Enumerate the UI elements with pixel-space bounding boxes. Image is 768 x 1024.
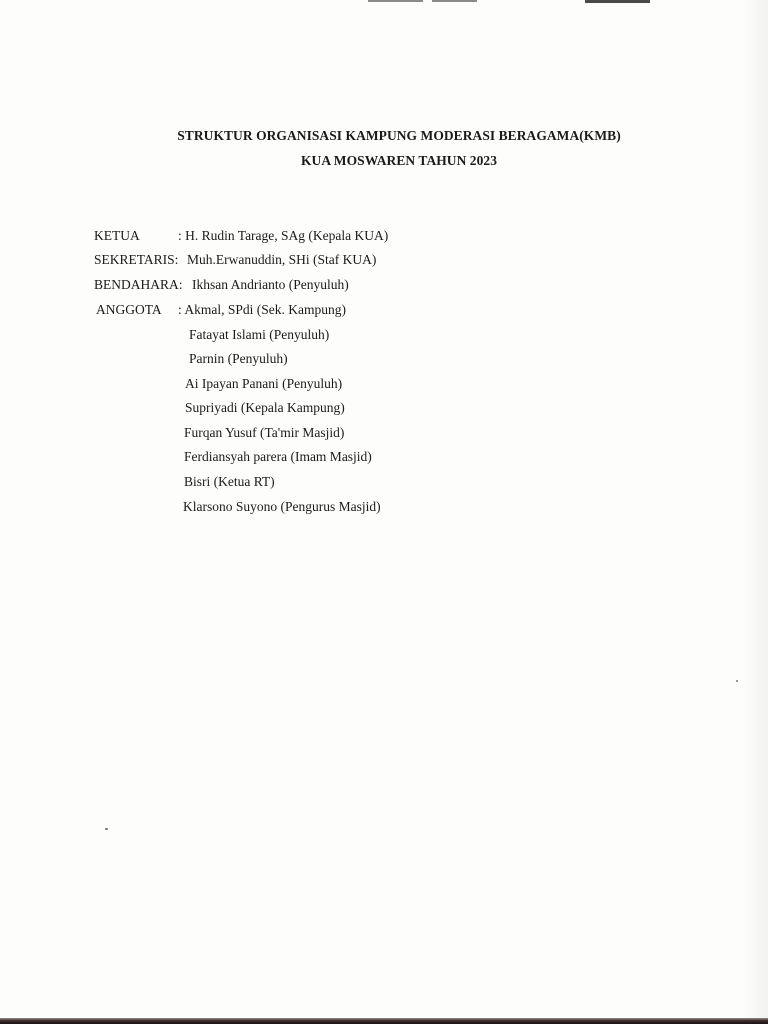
- scan-artifact-bottom-edge: [0, 1018, 768, 1024]
- officer-label: ANGGOTA: [96, 302, 162, 317]
- member-item: Ferdiansyah parera (Imam Masjid): [184, 449, 372, 464]
- scan-artifact-speck: [736, 680, 738, 682]
- officer-label: BENDAHARA:: [94, 277, 183, 292]
- member-item: Ai Ipayan Panani (Penyuluh): [185, 376, 343, 391]
- scan-artifact-top-mark: [432, 0, 477, 2]
- officer-name: Ikhsan Andrianto (Penyuluh): [192, 277, 349, 292]
- member-item: Parnin (Penyuluh): [189, 351, 288, 366]
- scan-artifact-speck: [105, 828, 108, 830]
- officer-name: : H. Rudin Tarage, SAg (Kepala KUA): [178, 228, 389, 243]
- document-subtitle: KUA MOSWAREN TAHUN 2023: [300, 153, 498, 168]
- officer-label: SEKRETARIS:: [94, 252, 179, 267]
- document-title: STRUKTUR ORGANISASI KAMPUNG MODERASI BERAGAMA(KMB): [177, 128, 621, 143]
- member-item: Bisri (Ketua RT): [184, 474, 275, 489]
- member-item: Fatayat Islami (Penyuluh): [189, 327, 330, 342]
- officer-name: Muh.Erwanuddin, SHi (Staf KUA): [187, 252, 377, 267]
- member-item: Supriyadi (Kepala Kampung): [185, 400, 345, 415]
- officer-name: : Akmal, SPdi (Sek. Kampung): [178, 302, 346, 317]
- scan-artifact-top-mark: [585, 0, 650, 3]
- scan-artifact-top-mark: [368, 0, 423, 2]
- officer-label: KETUA: [94, 228, 140, 243]
- member-item: Klarsono Suyono (Pengurus Masjid): [183, 499, 381, 514]
- member-item: Furqan Yusuf (Ta'mir Masjid): [184, 425, 345, 440]
